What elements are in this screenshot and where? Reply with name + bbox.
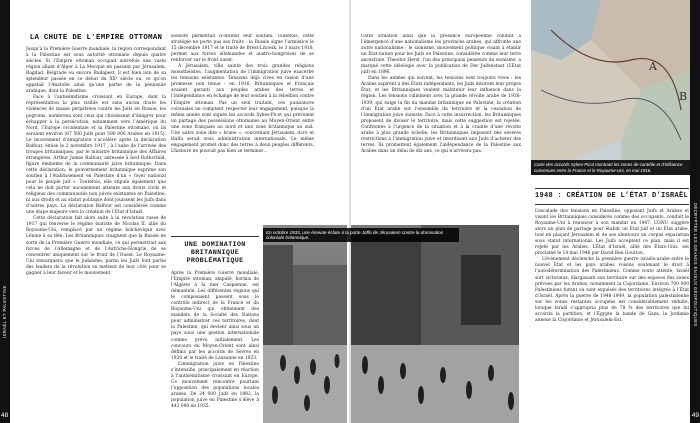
right-page-number: 49 <box>691 412 699 419</box>
paragraph: Cette situation ainsi que la présence européenne conduit à l’émergence d’une nationalisme les provinces arabes, qui affronte une autre nationalisme : le sionisme, mouvement politique visant à établir un État-nation pour les Juifs en Palestine, considérée comme leur terre ancestrale. Theodor Herzl, l’un des principaux penseurs du sionisme, a marqué cette idéologie avec la publication de Der Judenstaat (L’État juif) en 1896. <box>361 34 521 76</box>
paragraph: Cette déclaration fait alors suite à la révolution russe de 1917 qui renverse le régime tsariste de Nicolas II, allié du Royaume-Uni, remplacé par un régime bolchévique avec Lénine à sa tête. Les Britanniques craignent que la Russie ne sorte de la Première Guerre mondiale, ce qui permettrait aux forces de l’Allemagne et de l’Autriche-Hongrie de se concentrer uniquement sur le front de l’Ouest. Le Royaume-Uni remarquera que le judaïsme, parmi les Juifs font partie des leaders de la révolution se mettent de leur côté pour se gagner à leur faveur et le mouvement <box>26 216 166 276</box>
map-caption: Carte des accords Sykes-Picot montrant les zones de contrôle et d’influence convenues entre la France et le Royaume-Uni, en mai 1916. <box>531 160 690 175</box>
column-2-bottom <box>171 232 259 420</box>
paragraph: Jusqu’à la Première Guerre mondiale, la région correspondant à la Palestine est sous autorité ottomane depuis quatre siècles. Si l’Empire ottoman occupait autrefois une vaste région allant d’Alger à La Mecque en passant par Jérusalem, Bagdad, Belgrade ou encore Budapest, il est bien loin de sa splendeur passée en ce début du XXᵉ siècle ou, ce qu’on appelait l’Anatolie ainsi qu’une partie de la péninsule arabique, dont la Palestine. <box>26 47 166 95</box>
riot-photo-right-half <box>351 225 519 423</box>
paragraph: sioniste permettait d’obtenir leur soutien. Toutefois, cette stratégie ne porte pas ses fruits : la Russie signe l’armistice le 15 décembre 1917 et le traité de Brest-Litovsk, le 3 mars 1918, permet aux forces allemandes et austro-hongroises de se renforcer sur le front ouest. <box>171 34 314 64</box>
paragraph: L’escalade des tensions en Palestine, opposant Juifs et Arabes et visant les Britanniques considérés comme des occupants, conduit le Royaume-Uni à renoncer à son mandat en 1947. L’ONU suggère alors un plan de partage pour établir un État juif et un État arabe, tout en plaçant Jérusalem et de ses alentours un corpus separatum sous statut international. Les Juifs acceptent ce plan, mais il est rejeté par les Arabes. L’État d’Israël, allié des États-Unis, est proclamé le 14 mai 1948 par David Ben Gourion. <box>535 209 689 257</box>
map-zone-label-b: B <box>679 90 688 103</box>
riot-photo-left-half <box>263 225 347 423</box>
paragraph: L’événement déclenche la première guerre israélo-arabe entre le nouvel État et les pays arabes voisins soutenant le droit à l’autodétermination des Palestiniens. Comme toute attente, Israël sort victorieux, élargissant son territoire sur des espaces des zones prévues par les Arabes, notamment la Cisjordanie. Environ 700 000 Palestiniens furent ou sont expulsés des territoires intégrés à l’État d’Israël. Après la guerre de 1948-1949, la population palestinienne sur les zones restantes occupées est considérablement réduite, lorsque Israël s’appropria plus de 78 % des territoires que lui accorda la partition, et l’Égypte la bande de Gaza, la Jordanie annexe la Cisjordanie et Jérusalem-Est. <box>535 257 689 323</box>
section-heading-ottoman: LA CHUTE DE L’EMPIRE OTTOMAN <box>29 34 163 42</box>
riot-photo-image <box>263 225 347 423</box>
left-side-label: ISRAËL ET PALESTINE <box>2 285 7 338</box>
paragraph: À Jérusalem, ville sainte des trois grandes religions monothéistes, l’augmentation de l’immigration juive exacerbe les tensions existantes. Tensions déjà vives en raison d’une promesse non tenue : en 1916, Britanniques et Français avaient garanti aux peuples arabes des terres et l’indépendance en échange de leur soutien à la rébellion contre l’Empire ottoman. Pas un seul traitant, ces puissances coloniales ne comptent respecter leur engagement, puisque la même année sont signés les accords Sykes-Picot qui prévoient un partage des possessions ottomanes au Moyen-Orient entre une zone française au nord et une zone britannique au sud. Une autre zone dite « brune », concernant Jérusalem, Acre et Haïfa serait sous administration internationale. Le même engagement promet donc des terres à deux peuples différents. L’histoire ne pouvait pas bien se terminer… <box>171 64 314 154</box>
paragraph: Dans les années qui suivent, les tensions sont toujours vives : les Arabes aspirent à des États indépendants, les Juifs désirent leur propre État, et les Britanniques veulent maintenir leur influence dans la région. Les tensions culminent avec la grande révolte arabe de 1936-1939, qui exige la fin du mandat britannique en Palestine, la création d’un État arabe sur l’ensemble du territoire et la cessation de l’immigration juive sioniste. Face à cette insurrection, les Britanniques proposent de diviser le territoire, mais cette suggestion est rejetée. Confrontés à l’urgence de la situation et à la crainte d’une révolte arabe à plus grande échelle, les Britanniques imposent des sévères restrictions à l’immigration juive et interdisent aux Juifs d’acheter des terres. Ils promettent également l’indépendance de la Palestine aux Arabes dans un délai de dix ans, ce qui n’arrivera pas. <box>361 76 521 154</box>
photo-caption: En octobre 1933, une émeute éclate à la porte Jaffa de Jérusalem contre la domination coloniale britannique. <box>263 228 459 242</box>
section-heading-1948: 1948 : CRÉATION DE L’ÉTAT D’ISRAËL <box>535 188 689 205</box>
left-edge-strip <box>0 0 10 423</box>
column-3 <box>361 34 521 222</box>
column-1 <box>26 34 166 419</box>
sykes-picot-map <box>531 0 690 160</box>
right-side-label: DÉCRYPTER LES GRANDS ENJEUX GÉOPOLITIQUES <box>693 203 698 327</box>
paragraph: Face à l’antisémitisme croissant en Europe, dont la représentation la plus visible est sans aucun doute les violences de masse perpétrées contre les Juifs en Russie, les pogroms, nombreux sont ceux qui choisissent d’émigrer pour échapper à la persécution, notamment vers l’Amérique du Nord, l’Europe occidentale et la Palestine ottomane, où ils seraient environ (87 500 Juifs pour 590 000 Arabes en 1915). Le mouvement d’émigration s’accélère après la déclaration Balfour, émise le 2 novembre 1917 ; à l’aube de l’arrivée des troupes britanniques, par le ministre britannique des Affaires étrangères, Arthur James Balfour, adressée à lord Rothschild, figure éminente de la communauté juive britannique. Dans cette déclaration, le gouvernement britannique exprime son soutien à l’établissement en Palestine d’un « foyer national pour le peuple juif ». Toutefois, elle stipule également que cela ne doit porter aucunement atteinte aux droits civils et religieux des communautés non juives existantes en Palestine, ni aux droits et au statut politique dont jouissent les Juifs dans d’autres pays. La déclaration Balfour est considérée comme une étape majeure vers la création de l’État d’Israël. <box>26 95 166 216</box>
map-zone-label-a: A <box>649 60 657 73</box>
paragraph: L’immigration juive en Palestine s’intensifie, principalement en réaction à l’antisémitisme croissant en Europe. Ce mouvement rencontre pourtant l’opposition des populations locales arabes. De 24 000 Juifs en 1882, la population juive en Palestine s’élève à 443 000 en 1935. <box>171 361 259 410</box>
right-edge-strip <box>690 0 700 423</box>
column-4 <box>535 188 689 422</box>
paragraph: Après la Première Guerre mondiale, l’Empire ottoman, amputé, hormis de l’Algérie à la mer Caspienne, est démantelé. Les différentes régions qui le composaient passent sous le contrôle indirect de la France et du Royaume-Uni qui obtiennent des mandats de la Société des Nations pour administrer ces territoires, dont la Palestine, qui devient ainsi sous un pays sous une gestion internationale comme prévu initialement. Les concours du Moyen-Orient sont ainsi définis par les accords de Sèvres en 1920 et le traité de Lausanne en 1923. <box>171 271 259 361</box>
riot-photo-image-right <box>351 225 519 423</box>
column-2-top <box>171 34 314 222</box>
section-heading-british: UNE DOMINATION BRITANNIQUE PROBLÉMATIQUE <box>171 236 259 265</box>
map-image <box>531 0 690 160</box>
left-page-number: 48 <box>1 412 9 419</box>
